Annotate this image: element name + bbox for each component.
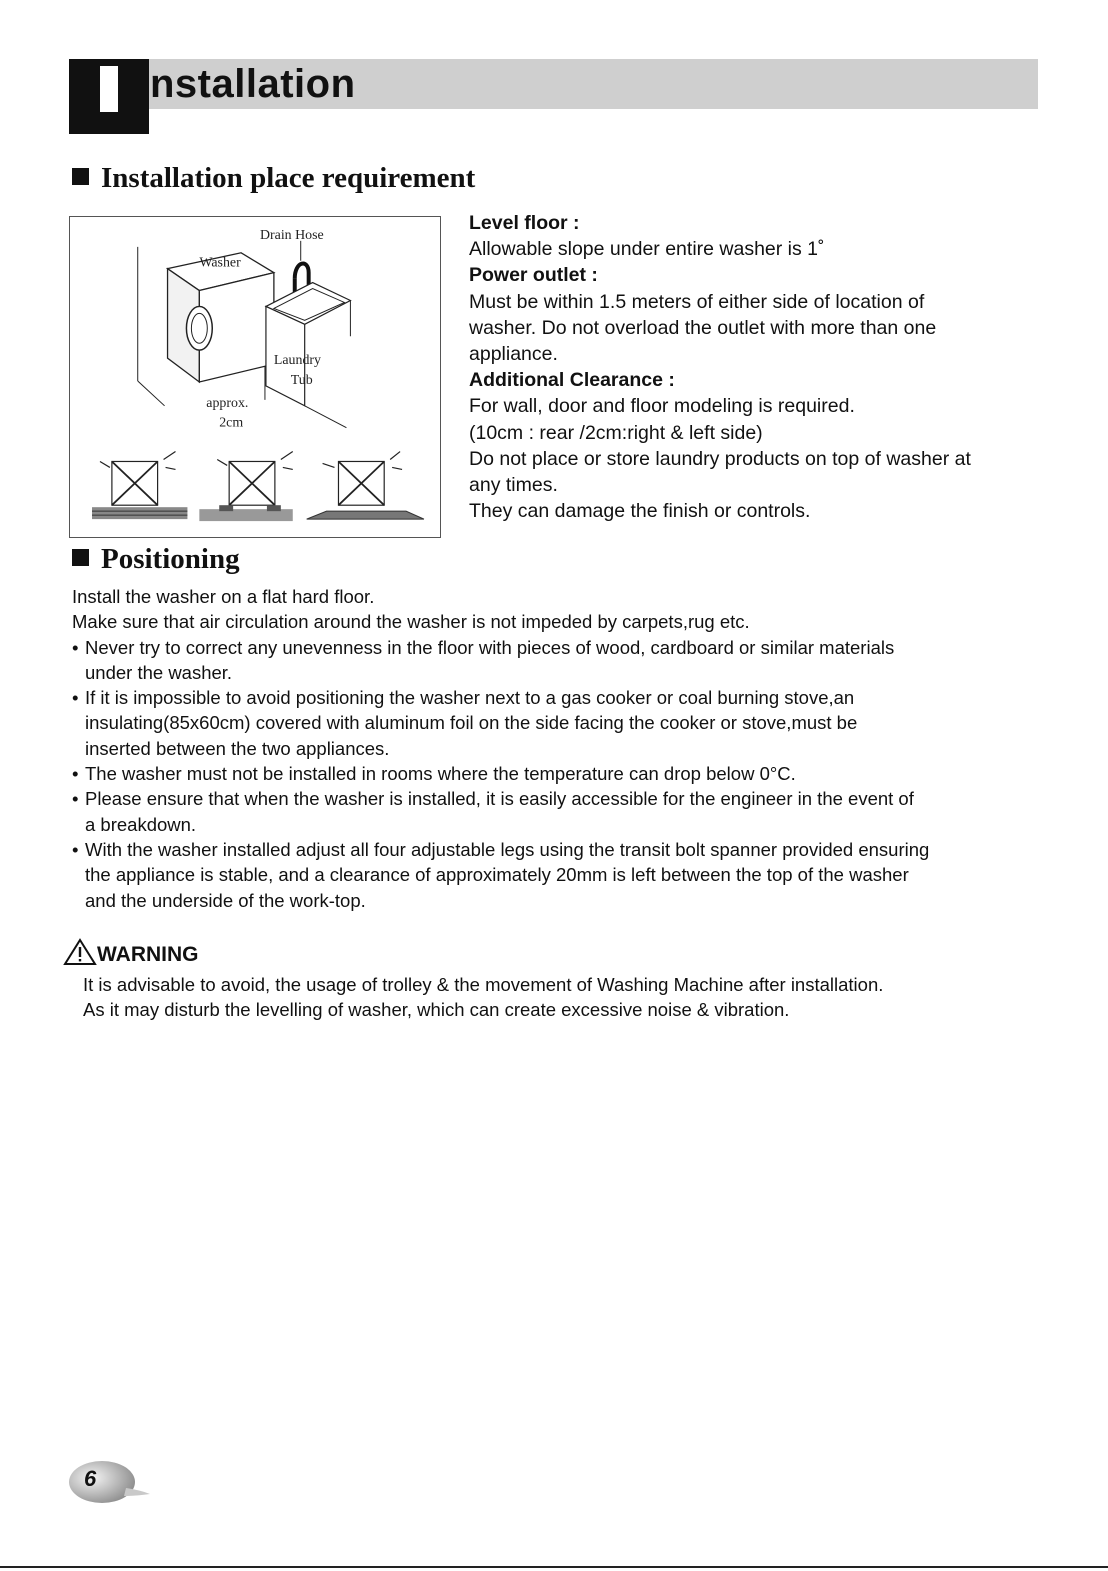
positioning-bullet: [72, 837, 1072, 913]
square-bullet-icon: [72, 168, 89, 185]
bullet-line: insulating(85x60cm) covered with aluminum foil on the side facing the cooker or stove,must be: [85, 712, 858, 734]
bullet-dot: •: [72, 636, 79, 658]
page-number-badge: [66, 1458, 152, 1506]
section-heading-text: Installation place requirement: [101, 162, 476, 194]
bottom-rule: [0, 1566, 1108, 1568]
fig-label-drain-hose: Drain Hose: [259, 227, 324, 243]
clearance-label: Additional Clearance :: [469, 369, 675, 392]
bullet-dot: •: [72, 788, 79, 810]
positioning-intro-line: Install the washer on a flat hard floor.: [72, 586, 375, 607]
level-floor-text: Allowable slope under entire washer is 1˚: [469, 238, 825, 261]
fig-label-tub: Tub: [290, 372, 313, 388]
clearance-line: (10cm : rear /2cm:right & left side): [469, 421, 763, 444]
bullet-line: Please ensure that when the washer is installed, it is easily accessible for the engineer in the event of: [85, 788, 914, 810]
positioning-bullet: [72, 685, 1072, 761]
bullet-line: If it is impossible to avoid positioning the washer next to a gas cooker or coal burning stove,an: [85, 687, 855, 709]
bullet-line: under the washer.: [85, 661, 233, 683]
level-floor-label: Level floor :: [469, 212, 580, 234]
section-heading-text: Positioning: [101, 543, 240, 575]
positioning-bullet: [72, 635, 1072, 686]
page-title: nstallation: [150, 62, 356, 106]
square-bullet-icon: [72, 549, 89, 566]
warning-line: As it may disturb the levelling of washer, which can create excessive noise & vibration.: [83, 999, 790, 1021]
power-outlet-line: washer. Do not overload the outlet with more than one: [469, 316, 937, 339]
bullet-line: Never try to correct any unevenness in the floor with pieces of wood, cardboard or similar materials: [85, 636, 895, 658]
bullet-dot: •: [72, 838, 79, 860]
fig-label-approx: approx.: [206, 395, 249, 411]
installation-illustration: [70, 217, 440, 537]
clearance-line: any times.: [469, 474, 558, 497]
warning-triangle-icon: [63, 938, 97, 966]
page-number: 6: [84, 1466, 97, 1491]
wrong-placement-wood-icon: [307, 452, 424, 520]
warning-body: [83, 972, 1083, 1023]
warning-heading: [63, 938, 199, 966]
power-outlet-label: Power outlet :: [469, 264, 598, 287]
installation-figure: [69, 216, 441, 538]
bullet-line: The washer must not be installed in rooms where the temperature can drop below 0°C.: [85, 763, 796, 785]
power-outlet-line: appliance.: [469, 343, 558, 366]
bullet-line: a breakdown.: [85, 813, 197, 835]
wrong-placement-uneven-icon: [199, 452, 292, 522]
bullet-dot: •: [72, 763, 79, 785]
requirements-column: [469, 210, 1069, 524]
warning-line: It is advisable to avoid, the usage of trolley & the movement of Washing Machine after installation.: [83, 974, 884, 995]
wrong-placement-carpet-icon: [92, 452, 187, 520]
bullet-line: inserted between the two appliances.: [85, 737, 390, 759]
bullet-dot: •: [72, 687, 79, 709]
fig-label-washer: Washer: [199, 255, 241, 271]
fig-label-approx-value: 2cm: [219, 415, 244, 431]
positioning-intro-line: Make sure that air circulation around the washer is not impeded by carpets,rug etc.: [72, 611, 750, 633]
section-heading-positioning: [72, 543, 240, 576]
positioning-bullet: [72, 761, 1072, 786]
fig-label-laundry: Laundry: [273, 353, 322, 369]
bullet-line: and the underside of the work-top.: [85, 889, 366, 911]
warning-title-text: WARNING: [97, 943, 199, 966]
clearance-line: They can damage the finish or controls.: [469, 500, 811, 523]
power-outlet-line: Must be within 1.5 meters of either side of location of: [469, 290, 925, 313]
bullet-line: With the washer installed adjust all four adjustable legs using the transit bolt spanner provided ensuring: [85, 838, 930, 860]
header-initial-letter-i: [100, 66, 118, 112]
section-heading-installation-place: [72, 162, 475, 195]
positioning-body: [72, 584, 1072, 913]
positioning-bullet: [72, 786, 1072, 837]
bullet-line: the appliance is stable, and a clearance of approximately 20mm is left between the top of the washer: [85, 864, 909, 886]
clearance-line: For wall, door and floor modeling is required.: [469, 395, 855, 418]
clearance-line: Do not place or store laundry products on top of washer at: [469, 447, 971, 470]
